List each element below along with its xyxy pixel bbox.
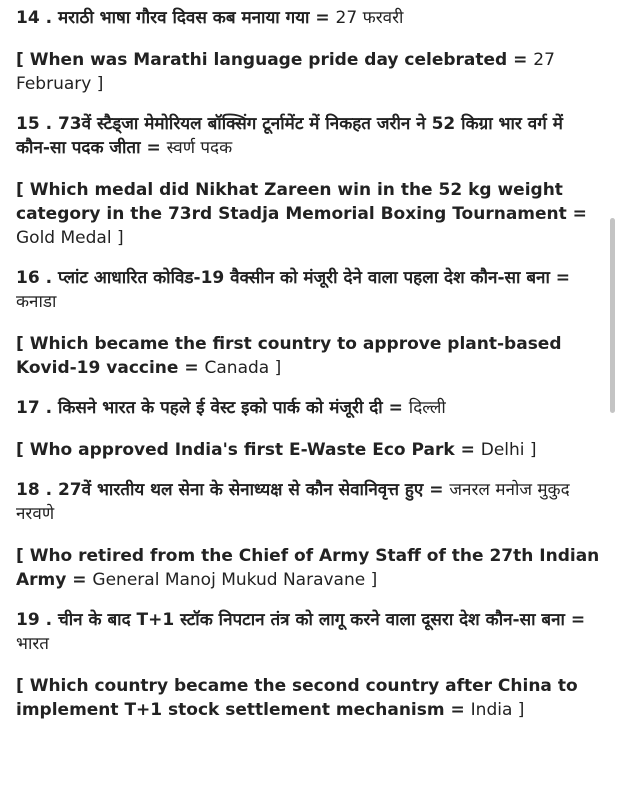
question-19-english [16, 674, 601, 722]
question-text: [ Which medal did Nikhat Zareen win in the 52 kg weight category in the 73rd Stadja Memorial Boxing Tournament = [16, 180, 587, 224]
question-text: 17 . किसने भारत के पहले ई वेस्ट इको पार्क को मंजूरी दी = [16, 398, 409, 418]
question-text: 14 . मराठी भाषा गौरव दिवस कब मनाया गया = [16, 8, 336, 28]
question-list [16, 0, 601, 722]
answer-text: कनाडा [16, 292, 57, 312]
question-19-hindi [16, 608, 601, 656]
question-17-hindi [16, 396, 601, 420]
answer-text: Canada ] [204, 358, 282, 378]
question-text: 18 . 27वें भारतीय थल सेना के सेनाध्यक्ष से कौन सेवानिवृत्त हुए = [16, 480, 450, 500]
question-text: [ Who approved India's first E-Waste Eco Park = [16, 440, 481, 460]
question-text: 15 . 73वें स्टैड्जा मेमोरियल बॉक्सिंग टूर्नामेंट में निकहत जरीन ने 52 किग्रा भार वर्ग में कौन-सा पदक जीता = [16, 114, 563, 158]
question-15-hindi [16, 112, 601, 160]
question-text: [ Who retired from the Chief of Army Staff of the 27th Indian Army = [16, 546, 600, 590]
question-14-english [16, 48, 601, 96]
question-text: 19 . चीन के बाद T+1 स्टॉक निपटान तंत्र को लागू करने वाला दूसरा देश कौन-सा बना = [16, 610, 586, 630]
question-text: 16 . प्लांट आधारित कोविड-19 वैक्सीन को मंजूरी देने वाला पहला देश कौन-सा बना = [16, 268, 571, 288]
answer-text: Delhi ] [480, 440, 537, 460]
question-15-english [16, 178, 601, 250]
answer-text: Gold Medal ] [16, 228, 124, 248]
answer-text: भारत [16, 634, 49, 654]
answer-text: स्वर्ण पदक [166, 138, 233, 158]
question-17-english [16, 438, 601, 462]
question-18-english [16, 544, 601, 592]
question-14-hindi [16, 6, 601, 30]
question-text: [ Which became the first country to approve plant-based Kovid-19 vaccine = [16, 334, 562, 378]
question-16-english [16, 332, 601, 380]
question-text: [ When was Marathi language pride day celebrated = [16, 50, 534, 70]
question-18-hindi [16, 478, 601, 526]
question-text: [ Which country became the second country after China to implement T+1 stock settlement mechanism = [16, 676, 578, 720]
question-16-hindi [16, 266, 601, 314]
answer-text: 27 फरवरी [335, 8, 404, 28]
answer-text: दिल्ली [408, 398, 446, 418]
answer-text: 27 February ] [16, 50, 555, 94]
answer-text: जनरल मनोज मुकुद नरवणे [16, 480, 570, 524]
answer-text: General Manoj Mukud Naravane ] [92, 570, 378, 590]
answer-text: India ] [470, 700, 525, 720]
scrollbar[interactable] [610, 218, 615, 413]
